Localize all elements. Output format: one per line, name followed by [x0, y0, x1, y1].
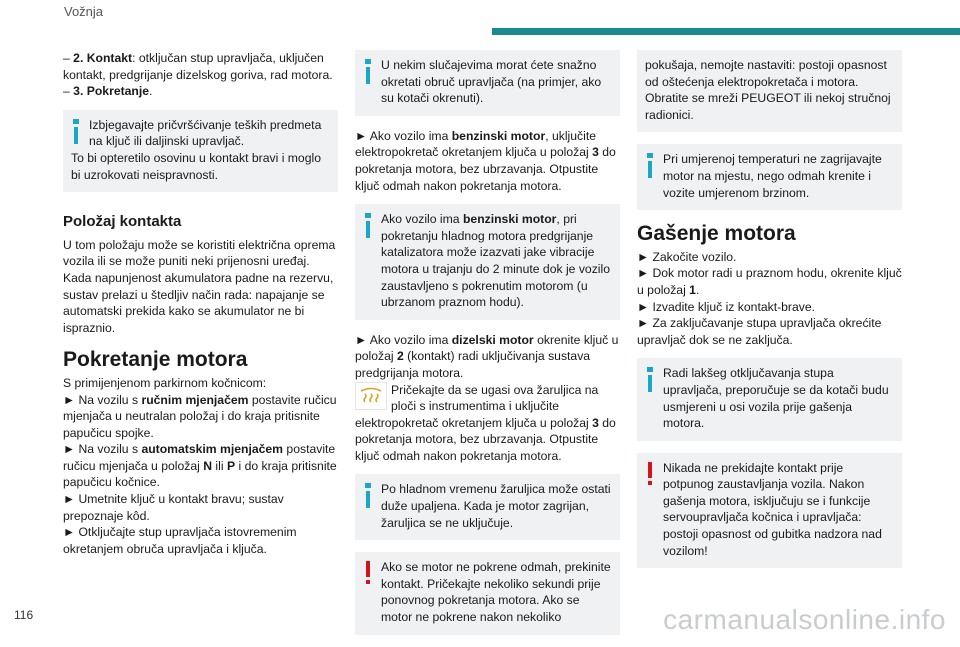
info-text: Pri umjerenoj temperaturi ne zagrijavajte motor na mjestu, nego odmah krenite i vozite umjerenom brzinom.	[663, 152, 882, 200]
info-text: Po hladnom vremenu žaruljica može ostati duže upaljena. Kada je motor zagrijan, žaruljica se ne uključuje.	[381, 482, 611, 530]
info-box	[355, 474, 620, 540]
page-number: 116	[14, 608, 34, 622]
paragraph: Kada napunjenost akumulatora padne na rezervu, sustav prelazi u štedljiv način rada: napajanje se automatski prekida kako se akumulator ne bi ispraznio.	[63, 270, 334, 335]
info-text: Radi lakšeg otključavanja stupa upravljača, preporučuje se da kotači budu usmjereni u osi vozila prije gašenja motora.	[663, 366, 889, 431]
column-3	[637, 50, 902, 580]
info-box	[637, 358, 902, 440]
heading-gasenje-motora: Gašenje motora	[637, 222, 796, 246]
warning-text: Obratite se mreži PEUGEOT ili nekoj stručnoj radionici.	[645, 91, 891, 122]
section-title: Vožnja	[64, 4, 104, 19]
bullet-brake: ► Zakočite vozilo.	[637, 249, 737, 264]
list-item-kontakt: – 2. Kontakt: otključan stup upravljača, uključen kontakt, predgrijanje dizelskog goriva, rad motora.	[63, 51, 333, 82]
bullet-petrol: ► Ako vozilo ima benzinski motor, uključite elektropokretač okretanjem ključa u položaj 3 do pokretanja motora, bez ubrzavanja. Otpustite ključ odmah nakon pokretanja motora.	[355, 128, 616, 193]
column-1	[63, 50, 338, 557]
warning-box-continued	[637, 50, 902, 132]
info-box	[355, 204, 620, 320]
paragraph: S primijenjenom parkirnom kočnicom:	[63, 375, 267, 390]
info-icon	[363, 59, 373, 85]
paragraph: U tom položaju može se koristiti električna oprema vozila ili se može puniti neki prijenosni uređaj.	[63, 237, 336, 269]
bullet-key-position: ► Dok motor radi u praznom hodu, okrenite ključ u položaj 1.	[637, 266, 902, 297]
info-icon	[363, 213, 373, 239]
info-text: To bi opteretilo osovinu u kontakt bravi i moglo bi uzrokovati neispravnosti.	[71, 150, 321, 182]
bullet-diesel: ► Ako vozilo ima dizelski motor okrenite ključ u položaj 2 (kontakt) radi uključivanja sustava predgrijanja motora.	[355, 332, 619, 380]
info-icon	[645, 367, 655, 393]
warning-box	[637, 453, 902, 569]
info-text: U nekim slučajevima morat ćete snažno okretati obruč upravljača (na primjer, ako su kotači okrenuti).	[381, 58, 602, 106]
bullet-unlock-column: ► Otključajte stup upravljača istovremenim okretanjem obruča upravljača i ključa.	[63, 525, 297, 556]
heading-pokretanje-motora: Pokretanje motora	[63, 348, 248, 372]
bullet-remove-key: ► Izvadite ključ iz kontakt-brave.	[637, 299, 816, 314]
info-text: Izbjegavajte pričvršćivanje teških predmeta na ključ ili daljinski upravljač.	[89, 117, 322, 149]
bullet-lock-column: ► Za zaključavanje stupa upravljača okrećite upravljač dok se ne zaključa.	[637, 316, 882, 347]
info-icon	[363, 483, 373, 509]
glow-plug-paragraph: Pričekajte da se ugasi ova žaruljica na ploči s instrumentima i uključite elektropokretač okretanjem ključa u položaj 3 do pokretanja motora, bez ubrzavanja. Otpustite ključ odmah nakon pokretanja motora.	[355, 382, 616, 463]
info-icon	[71, 119, 81, 145]
info-box	[63, 110, 338, 192]
info-icon	[645, 153, 655, 179]
warning-text: Ako se motor ne pokrene odmah, prekinite kontakt. Pričekajte nekoliko sekundi prije ponovnog pokretanja motora. Ako se motor ne pokrene nakon nekoliko	[381, 560, 611, 625]
column-2	[355, 50, 620, 647]
heading-polozaj-kontakta: Položaj kontakta	[63, 213, 182, 231]
info-box	[637, 144, 902, 210]
warning-icon	[363, 561, 373, 587]
info-box	[355, 50, 620, 116]
bullet-automatic: ► Na vozilu s automatskim mjenjačem postavite ručicu mjenjača u položaj N ili P i do kraja pritisnite papučicu kočnice.	[63, 442, 337, 490]
bullet-insert-key: ► Umetnite ključ u kontakt bravu; sustav prepoznaje kôd.	[63, 492, 284, 523]
warning-icon	[645, 462, 655, 488]
glow-plug-warning-icon	[355, 382, 387, 410]
warning-text: pokušaja, nemojte nastaviti: postoji opasnost od oštećenja elektropokretača i motora.	[645, 58, 887, 89]
header-accent-bar	[492, 28, 960, 35]
info-text: Ako vozilo ima benzinski motor, pri pokretanju hladnog motora predgrijanje katalizatora može izazvati jake vibracije motora u trajanju do 2 minute dok je vozilo zaustavljeno s pokrenutim motorom (u ubrzanom praznom hodu).	[381, 212, 610, 310]
bullet-manual: ► Na vozilu s ručnim mjenjačem postavite ručicu mjenjača u neutralan položaj i do kraja pritisnite papučicu spojke.	[63, 392, 337, 440]
watermark: carmanualsonline.info	[663, 604, 946, 635]
list-item-pokretanje: – 3. Pokretanje.	[63, 84, 153, 99]
warning-box	[355, 552, 620, 634]
warning-text: Nikada ne prekidajte kontakt prije potpunog zaustavljanja vozila. Nakon gašenja motora, isključuju se i funkcije servoupravljača kočnica i upravljača: postoji opasnost od gubitka nadzora nad vozilom!	[663, 460, 882, 558]
